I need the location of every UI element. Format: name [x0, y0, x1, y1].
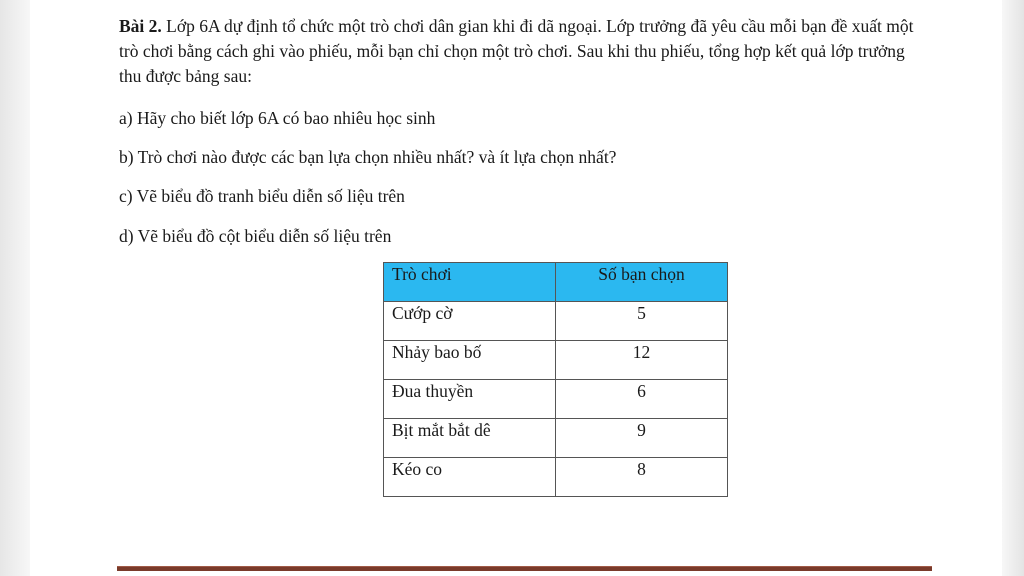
count-cell: 8 — [556, 458, 728, 497]
table-row — [384, 302, 728, 341]
count-cell: 12 — [556, 341, 728, 380]
header-game: Trò chơi — [384, 263, 556, 302]
question-c: c) Vẽ biểu đồ tranh biểu diễn số liệu trên — [119, 186, 405, 206]
page-shadow-left — [0, 0, 30, 576]
game-cell: Bịt mắt bắt dê — [384, 419, 556, 458]
game-cell: Nhảy bao bố — [384, 341, 556, 380]
count-cell: 6 — [556, 380, 728, 419]
results-table — [383, 262, 728, 497]
header-count: Số bạn chọn — [556, 263, 728, 302]
game-cell: Đua thuyền — [384, 380, 556, 419]
table-row — [384, 458, 728, 497]
document-content — [119, 14, 919, 246]
problem-label: Bài 2. — [119, 16, 162, 36]
footer-divider — [117, 566, 932, 571]
count-cell: 9 — [556, 419, 728, 458]
count-cell: 5 — [556, 302, 728, 341]
game-cell: Kéo co — [384, 458, 556, 497]
table-row — [384, 419, 728, 458]
table-row — [384, 380, 728, 419]
game-cell: Cướp cờ — [384, 302, 556, 341]
table-header-row — [384, 263, 728, 302]
problem-text: Lớp 6A dự định tổ chức một trò chơi dân gian khi đi dã ngoại. Lớp trưởng đã yêu cầu mỗi bạn đề xuất một trò chơi bằng cách ghi vào phiếu, mỗi bạn chỉ chọn một trò chơi. Sau khi thu phiếu, tổng hợp kết quả lớp trưởng thu được bảng sau: — [119, 16, 914, 86]
page-shadow-right — [1002, 0, 1024, 576]
question-a: a) Hãy cho biết lớp 6A có bao nhiêu học sinh — [119, 108, 436, 128]
table-row — [384, 341, 728, 380]
question-d: d) Vẽ biểu đồ cột biểu diễn số liệu trên — [119, 226, 392, 246]
problem-statement — [119, 14, 919, 89]
question-b: b) Trò chơi nào được các bạn lựa chọn nhiều nhất? và ít lựa chọn nhất? — [119, 147, 617, 167]
document-page — [30, 0, 1002, 576]
